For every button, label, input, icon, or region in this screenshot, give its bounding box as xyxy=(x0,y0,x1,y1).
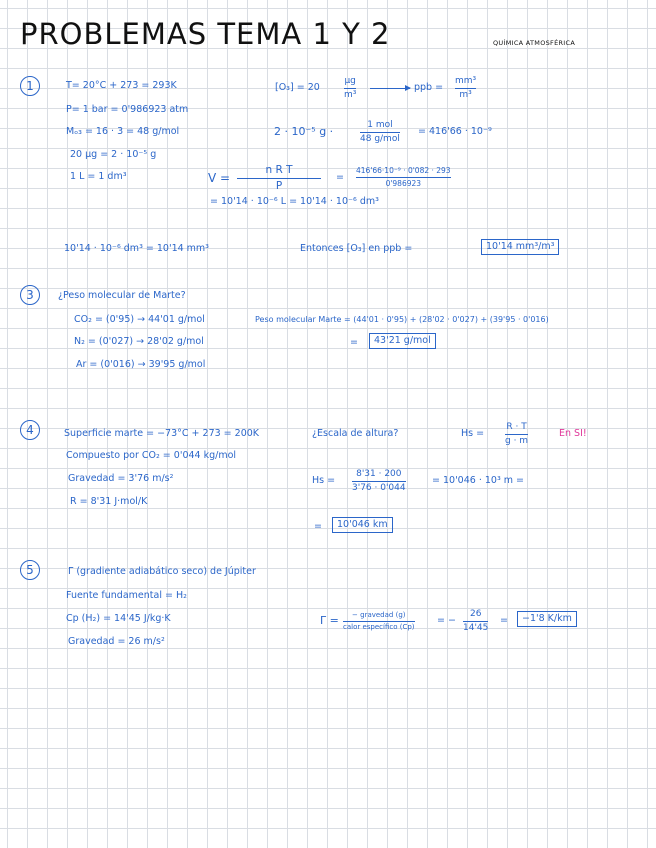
p1-moles-result: = 416'66 · 10⁻⁹ xyxy=(418,126,492,137)
p4-line-surface: Superficie marte = −73°C + 273 = 200K xyxy=(64,428,260,439)
p1-line-pressure: P= 1 bar = 0'986923 atm xyxy=(66,104,189,115)
p1-volume-equals: = xyxy=(336,172,344,183)
p4-line-r: R = 8'31 J·mol/K xyxy=(70,496,148,507)
p1-o3-fraction: µg m³ xyxy=(344,76,357,100)
p3-answer-box: 43'21 g/mol xyxy=(369,333,436,349)
problem-1-number: 1 xyxy=(20,76,40,96)
p4-si-note: En SI! xyxy=(559,428,587,439)
p1-volume-result: = 10'14 · 10⁻⁶ L = 10'14 · 10⁻⁶ dm³ xyxy=(210,196,379,207)
p3-line-n2: N₂ = (0'027) → 28'02 g/mol xyxy=(74,336,204,347)
p5-gamma-label: Γ = xyxy=(320,614,339,627)
p5-line-gravity: Gravedad = 26 m/s² xyxy=(68,636,165,647)
p4-hs-label: Hs = xyxy=(461,428,485,439)
p5-gamma-substitution: 26 14'45 xyxy=(463,609,489,633)
p1-moles-left: 2 · 10⁻⁵ g · xyxy=(274,125,334,138)
p4-line-gravity: Gravedad = 3'76 m/s² xyxy=(68,473,174,484)
p3-equals: = xyxy=(350,337,358,348)
p5-gamma-formula: − gravedad (g) calor específico (Cp) xyxy=(343,611,415,631)
p1-conclusion: Entonces [O₃] en ppb = xyxy=(300,243,413,254)
p1-line-temperature: T= 20°C + 273 = 293K xyxy=(66,80,177,91)
p5-gamma-equals: = − xyxy=(437,615,456,626)
p4-answer-box: 10'046 km xyxy=(332,517,393,533)
p1-ppb-label: ppb = xyxy=(414,82,444,93)
p4-calc-fraction: 8'31 · 200 3'76 · 0'044 xyxy=(352,469,406,493)
p1-volume-label: V = xyxy=(208,171,231,185)
p4-calc-label: Hs = xyxy=(312,475,336,486)
p1-volume-formula: n R T P xyxy=(237,164,321,193)
p4-question: ¿Escala de altura? xyxy=(312,428,399,439)
problem-5-number: 5 xyxy=(20,560,40,580)
p1-conversion: 10'14 · 10⁻⁶ dm³ = 10'14 mm³ xyxy=(64,243,209,254)
p1-volume-substitution: 416'66·10⁻⁹ · 0'082 · 293 0'986923 xyxy=(356,166,451,188)
p1-o3-label: [O₃] = 20 xyxy=(275,82,320,93)
p4-line-composition: Compuesto por CO₂ = 0'044 kg/mol xyxy=(66,450,237,461)
p4-hs-formula: R · T g · m xyxy=(505,422,529,446)
p5-gamma-equals-2: = xyxy=(500,615,508,626)
p1-line-mass: 20 µg = 2 · 10⁻⁵ g xyxy=(70,149,157,160)
p1-moles-fraction: 1 mol 48 g/mol xyxy=(360,120,400,144)
problem-3-number: 3 xyxy=(20,285,40,305)
p1-line-volume: 1 L = 1 dm³ xyxy=(70,171,127,182)
p1-line-molar-mass: Mₒ₃ = 16 · 3 = 48 g/mol xyxy=(66,126,180,137)
p4-calc-result: = 10'046 · 10³ m = xyxy=(432,475,525,486)
p3-formula: Peso molecular Marte = (44'01 · 0'95) + (28'02 · 0'027) + (39'95 · 0'016) xyxy=(255,315,549,324)
p1-ppb-fraction: mm³ m³ xyxy=(455,76,477,100)
p3-question: ¿Peso molecular de Marte? xyxy=(58,290,186,301)
p5-question: Γ (gradiente adiabático seco) de Júpiter xyxy=(68,566,256,577)
subject-label: QUÍMICA ATMOSFÉRICA xyxy=(493,39,576,47)
p4-equals: = xyxy=(314,521,322,532)
p3-line-ar: Ar = (0'016) → 39'95 g/mol xyxy=(76,359,206,370)
p5-line-cp: Cp (H₂) = 14'45 J/kg·K xyxy=(66,613,171,624)
page-title: PROBLEMAS TEMA 1 Y 2 xyxy=(20,17,391,51)
problem-4-number: 4 xyxy=(20,420,40,440)
p1-answer-box: 10'14 mm³/m³ xyxy=(481,239,559,255)
arrow-icon xyxy=(370,88,410,89)
p3-line-co2: CO₂ = (0'95) → 44'01 g/mol xyxy=(74,314,205,325)
p5-line-fuente: Fuente fundamental = H₂ xyxy=(66,590,187,601)
p5-answer-box: −1'8 K/km xyxy=(517,611,577,627)
